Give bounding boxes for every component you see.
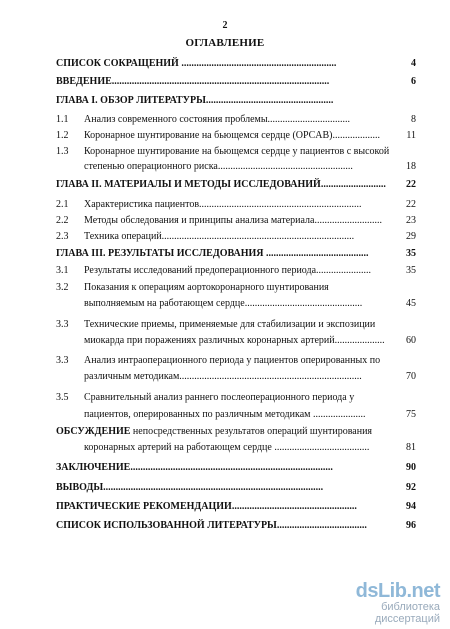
toc-entry [56,197,416,212]
toc-entry-page: 23 [406,215,416,226]
toc-entry-line [56,229,416,244]
toc-entry [56,317,416,332]
toc-entry-page: 29 [406,231,416,242]
toc-entry-page: 35 [406,265,416,276]
toc-entry [56,424,416,439]
toc-entry-line [56,390,416,405]
toc-entry-title: выполняемым на работающем сердце............................................... [84,298,363,309]
toc-entry-line [56,177,416,192]
toc-entry-page: 94 [406,501,416,512]
toc-entry-title: Коронарное шунтирование на бьющемся сердце у пациентов с высокой [84,146,390,157]
toc-entry [56,499,416,514]
toc-entry-title: ПРАКТИЧЕСКИЕ РЕКОМЕНДАЦИИ.................................................. [56,501,357,512]
toc-entry-line [56,280,416,295]
toc-entry-page: 4 [411,58,416,69]
toc-entry-line [56,213,416,228]
toc-entry-title: степенью операционного риска...................................................... [84,161,353,172]
watermark-logo: dsLib.net [355,580,440,602]
toc-entry-line [56,460,416,475]
toc-entry-page: 22 [406,179,416,190]
toc-entry-title: Методы обследования и принципы анализа материала........................... [84,215,382,226]
watermark [330,580,440,625]
toc-entry-title: Показания к операциям аортокоронарного шунтирования [84,282,329,293]
toc-entry [56,296,416,311]
toc-entry-line [56,128,416,143]
toc-entry-number: 3.5 [56,392,69,403]
toc-entry-line [56,353,416,368]
toc-entry-title: ГЛАВА II. МАТЕРИАЛЫ И МЕТОДЫ ИССЛЕДОВАНИЙ.......................... [56,179,386,190]
toc-entry-line [56,296,416,311]
toc-entry-number: 2.1 [56,199,69,210]
toc-entry-page: 6 [411,76,416,87]
toc-entry-title: ВВЕДЕНИЕ....................................................................................... [56,76,330,87]
toc-entry-line [56,74,416,89]
toc-entry-line [56,499,416,514]
toc-entry [56,112,416,127]
toc-entry-title: Технические приемы, применяемые для стабилизации и экспозиции [84,319,376,330]
toc-entry [56,333,416,348]
toc-entry-title: Техника операций............................................................................. [84,231,355,242]
toc-entry [56,280,416,295]
toc-entry [56,353,416,368]
toc-entry [56,369,416,384]
toc-entry-number: 3.3 [56,319,69,330]
toc-entry-page: 11 [406,130,416,141]
toc-entry-title: Анализ интраоперационного периода у пациентов оперированных по [84,355,381,366]
toc-entry-number: 1.2 [56,130,69,141]
toc-entry-line [56,197,416,212]
toc-entry-line [56,159,416,174]
toc-entry-title: коронарных артерий на работающем сердце ...................................... [84,442,370,453]
toc-entry-page: 35 [406,248,416,259]
toc-entry-title: пациентов, оперированных по различным методикам ..................... [84,409,366,420]
toc-entry-page: 60 [406,335,416,346]
toc-entry-title: ГЛАВА III. РЕЗУЛЬТАТЫ ИССЛЕДОВАНИЯ ......................................... [56,248,369,259]
toc-entry-line [56,56,416,71]
toc-entry-title: различным методикам......................................................................... [84,371,362,382]
toc-entry-page: 96 [406,520,416,531]
toc-entry-title: Сравнительный анализ раннего послеоперационного периода у [84,392,355,403]
toc-entry [56,56,416,71]
toc-entry-page: 81 [406,442,416,453]
watermark-subtitle: библиотека диссертаций [374,601,440,625]
toc-entry-title: СПИСОК ИСПОЛЬЗОВАННОЙ ЛИТЕРАТУРЫ.................................... [56,520,367,531]
page-number: 2 [222,20,228,31]
toc-entry-page: 45 [406,298,416,309]
toc-entry-line [56,518,416,533]
toc-entry-title: Анализ современного состояния проблемы................................. [84,114,351,125]
toc-entry [56,390,416,405]
toc-entry-line [56,112,416,127]
toc-entry-page: 8 [411,114,416,125]
toc-entry-page: 90 [406,462,416,473]
toc-entry [56,246,416,261]
toc-entry-line [56,440,416,455]
toc-entry-line [56,407,416,422]
toc-entry [56,177,416,192]
toc-entry [56,480,416,495]
toc-entry-line [56,263,416,278]
toc-entry-title: миокарда при поражениях различных коронарных артерий.................... [84,335,385,346]
toc-entry [56,213,416,228]
toc-entry-page: 18 [406,161,416,172]
toc-entry [56,407,416,422]
toc-entry-number: 1.3 [56,146,69,157]
toc-entry-title: СПИСОК СОКРАЩЕНИЙ .............................................................. [56,58,337,69]
toc-entry-line [56,144,416,159]
toc-entry-number: 3.2 [56,282,69,293]
toc-entry [56,144,416,159]
toc-entry-line [56,333,416,348]
toc-entry-number: 3.3 [56,355,69,366]
toc-entry-title: ВЫВОДЫ........................................................................................ [56,482,324,493]
toc-entry-number: 1.1 [56,114,69,125]
toc-entry-title: ГЛАВА I. ОБЗОР ЛИТЕРАТУРЫ................................................... [56,95,334,106]
toc-entry-page: 22 [406,199,416,210]
toc-entry-title: Коронарное шунтирование на бьющемся сердце (OPCAB)................... [84,130,380,141]
toc-entry-line [56,369,416,384]
toc-entry [56,74,416,89]
toc-entry [56,159,416,174]
toc-entry-title: Результаты исследований предоперационного периода...................... [84,265,372,276]
toc-entry-line [56,246,416,261]
toc-entry-page: 75 [406,409,416,420]
toc-entry [56,460,416,475]
toc-entry-number: 3.1 [56,265,69,276]
toc-entry [56,518,416,533]
toc-entry-line [56,480,416,495]
toc-entry [56,263,416,278]
toc-entry-number: 2.2 [56,215,69,226]
toc-entry [56,128,416,143]
toc-entry-title: Характеристика пациентов................................................................. [84,199,362,210]
toc-entry [56,229,416,244]
toc-entry-number: 2.3 [56,231,69,242]
toc-entry [56,93,416,108]
toc-entry-page: 92 [406,482,416,493]
toc-entry-line [56,93,416,108]
toc-entry-page: 70 [406,371,416,382]
toc-entry-title: ЗАКЛЮЧЕНИЕ................................................................................. [56,462,333,473]
toc-entry-title: ОБСУЖДЕНИЕ непосредственных результатов операций шунтирования [56,426,373,437]
toc-heading: ОГЛАВЛЕНИЕ [185,37,265,49]
toc-entry-line [56,424,416,439]
toc-entry-line [56,317,416,332]
toc-entry [56,440,416,455]
